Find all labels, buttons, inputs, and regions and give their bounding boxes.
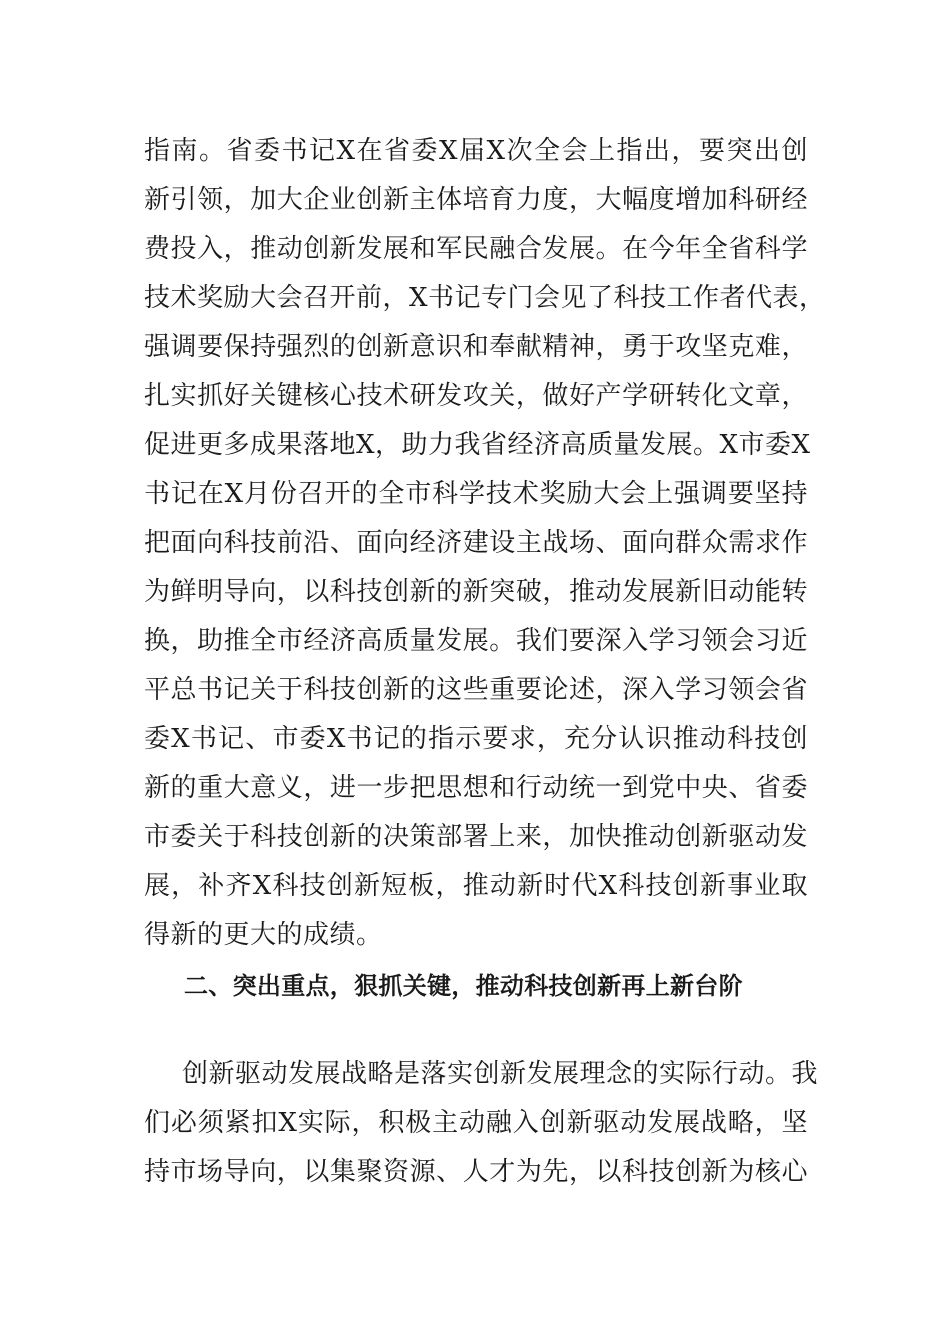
text-line: 技术奖励大会召开前，X书记专门会见了科技工作者代表， xyxy=(144,283,826,313)
text-line: 委X书记、市委X书记的指示要求，充分认识推动科技创 xyxy=(144,724,808,754)
text-line: 费投入，推动创新发展和军民融合发展。在今年全省科学 xyxy=(144,234,808,264)
text-line: 市委关于科技创新的决策部署上来，加快推动创新驱动发 xyxy=(144,822,808,852)
text-line: 扎实抓好关键核心技术研发攻关，做好产学研转化文章， xyxy=(144,381,808,411)
text-line: 强调要保持强烈的创新意识和奉献精神，勇于攻坚克难， xyxy=(144,332,808,362)
text-line: 创新驱动发展战略是落实创新发展理念的实际行动。我 xyxy=(182,1059,819,1089)
text-line: 持市场导向，以集聚资源、人才为先，以科技创新为核心 xyxy=(144,1157,808,1187)
section-heading: 二、突出重点，狠抓关键，推动科技创新再上新台阶 xyxy=(184,972,743,1000)
text-line: 指南。省委书记X在省委X届X次全会上指出，要突出创 xyxy=(144,136,808,166)
text-line: 促进更多成果落地X，助力我省经济高质量发展。X市委X xyxy=(144,430,811,460)
text-line: 为鲜明导向，以科技创新的新突破，推动发展新旧动能转 xyxy=(144,577,808,607)
paragraph-2 xyxy=(144,1050,819,1197)
text-line: 得新的更大的成绩。 xyxy=(144,920,383,950)
text-line: 把面向科技前沿、面向经济建设主战场、面向群众需求作 xyxy=(144,528,808,558)
text-line: 平总书记关于科技创新的这些重要论述，深入学习领会省 xyxy=(144,675,808,705)
text-line: 展，补齐X科技创新短板，推动新时代X科技创新事业取 xyxy=(144,871,808,901)
text-line: 书记在X月份召开的全市科学技术奖励大会上强调要坚持 xyxy=(144,479,808,509)
text-line: 新引领，加大企业创新主体培育力度，大幅度增加科研经 xyxy=(144,185,808,215)
text-line: 新的重大意义，进一步把思想和行动统一到党中央、省委 xyxy=(144,773,808,803)
text-line: 换，助推全市经济高质量发展。我们要深入学习领会习近 xyxy=(144,626,808,656)
text-line: 们必须紧扣X实际，积极主动融入创新驱动发展战略，坚 xyxy=(144,1108,808,1138)
paragraph-1 xyxy=(144,127,826,960)
